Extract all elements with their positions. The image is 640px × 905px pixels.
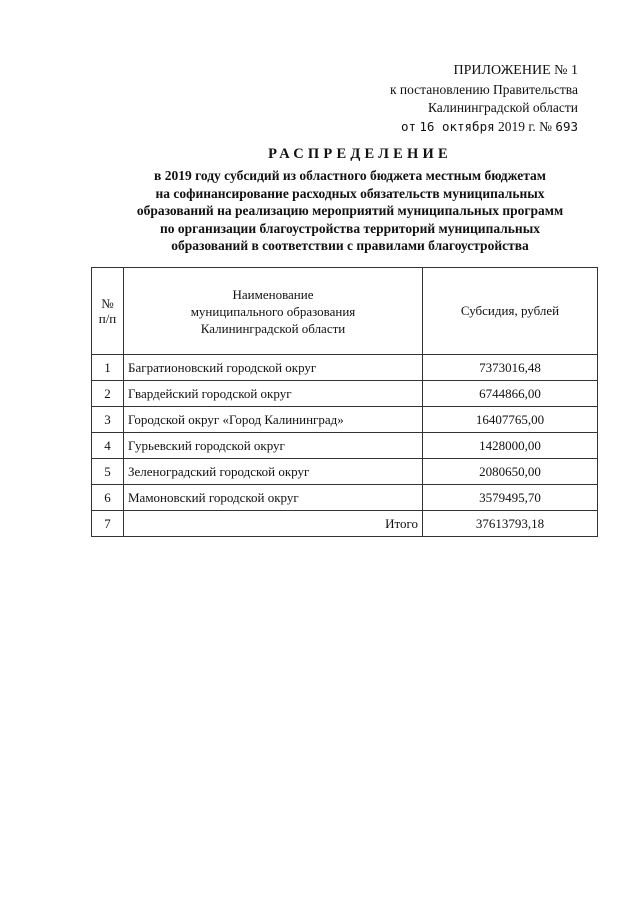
header-number [92, 268, 124, 355]
subtitle-line: образований в соответствии с правилами благоустройства [171, 238, 529, 253]
table-row [92, 355, 598, 381]
row-subsidy: 1428000,00 [423, 433, 598, 459]
appendix-date-line [288, 118, 578, 136]
row-subsidy: 2080650,00 [423, 459, 598, 485]
row-number: 5 [92, 459, 124, 485]
row-number: 2 [92, 381, 124, 407]
appendix-line-2: Калининградской области [427, 100, 578, 115]
header-name-line: муниципального образования [190, 303, 356, 319]
date-prefix: от [400, 119, 416, 134]
row-municipality: Багратионовский городской округ [124, 355, 423, 381]
row-number: 6 [92, 485, 124, 511]
appendix-header [288, 62, 578, 136]
subtitle-line: образований на реализацию мероприятий муниципальных программ [136, 203, 564, 218]
table-total-row [92, 511, 598, 537]
total-label: Итого [124, 511, 423, 537]
row-subsidy: 6744866,00 [423, 381, 598, 407]
row-subsidy: 7373016,48 [423, 355, 598, 381]
document-subtitle [95, 167, 605, 255]
document-year: 2019 г. № [498, 119, 553, 134]
table-row [92, 459, 598, 485]
document-title: РАСПРЕДЕЛЕНИЕ [268, 146, 452, 162]
table-row [92, 485, 598, 511]
row-number: 1 [92, 355, 124, 381]
appendix-line-1: к постановлению Правительства [389, 82, 578, 97]
total-subsidy: 37613793,18 [423, 511, 598, 537]
header-name-line: Калининградской области [200, 320, 346, 336]
date-value: 16 октября [419, 119, 495, 134]
appendix-title: ПРИЛОЖЕНИЕ № 1 [453, 63, 578, 78]
table-row [92, 433, 598, 459]
row-subsidy: 16407765,00 [423, 407, 598, 433]
header-number-abbr: п/п [98, 311, 117, 326]
row-municipality: Гвардейский городской округ [124, 381, 423, 407]
subtitle-line: в 2019 году субсидий из областного бюджета местным бюджетам [154, 168, 546, 183]
subsidy-table [91, 267, 598, 537]
row-number: 4 [92, 433, 124, 459]
document-heading [95, 146, 605, 255]
table-row [92, 407, 598, 433]
header-subsidy: Субсидия, рублей [423, 268, 598, 355]
row-subsidy: 3579495,70 [423, 485, 598, 511]
row-municipality: Городской округ «Город Калининград» [124, 407, 423, 433]
row-municipality: Зеленоградский городской округ [124, 459, 423, 485]
table-header-row [92, 268, 598, 355]
total-number: 7 [92, 511, 124, 537]
row-municipality: Гурьевский городской округ [124, 433, 423, 459]
header-number-symbol: № [101, 296, 114, 311]
row-municipality: Мамоновский городской округ [124, 485, 423, 511]
subtitle-line: на софинансирование расходных обязательств муниципальных [155, 185, 545, 201]
row-number: 3 [92, 407, 124, 433]
header-municipality [124, 268, 423, 355]
header-name-line: Наименование [232, 286, 314, 302]
document-number: 693 [555, 119, 578, 134]
table-row [92, 381, 598, 407]
subtitle-line: по организации благоустройства территорий муниципальных [160, 220, 540, 236]
